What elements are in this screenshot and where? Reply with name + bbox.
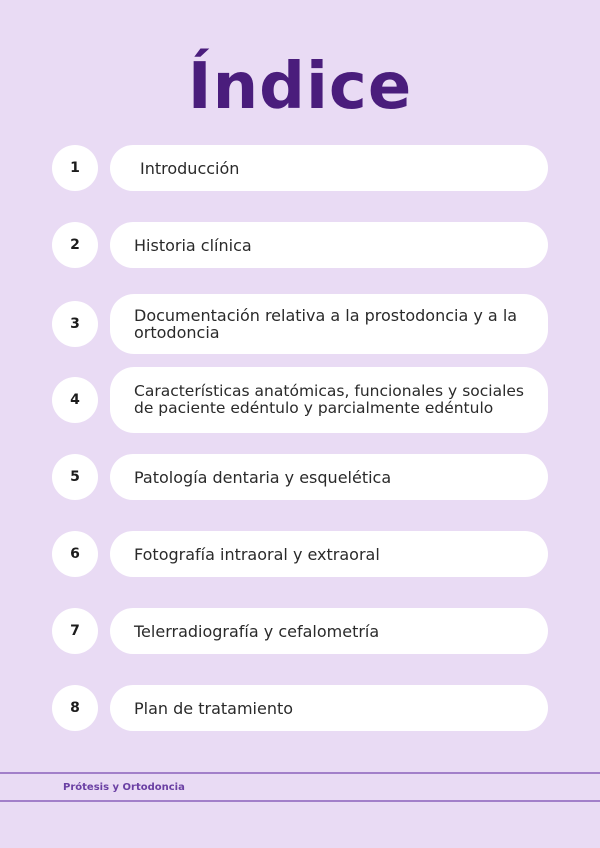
toc-item-6[interactable] (52, 531, 548, 577)
footer-text: Prótesis y Ortodoncia (63, 782, 185, 793)
toc-item-7[interactable] (52, 608, 548, 654)
toc-item-3[interactable] (52, 294, 548, 354)
toc-label-8[interactable]: Plan de tratamiento (110, 685, 548, 731)
toc-number-7: 7 (52, 608, 98, 654)
toc-number-6: 6 (52, 531, 98, 577)
toc-label-2[interactable]: Historia clínica (110, 222, 548, 268)
toc-item-4[interactable] (52, 367, 548, 433)
toc-item-2[interactable] (52, 222, 548, 268)
toc-label-1[interactable]: Introducción (110, 145, 548, 191)
page-title: Índice (187, 50, 413, 124)
toc-item-1[interactable] (52, 145, 548, 191)
toc-number-5: 5 (52, 454, 98, 500)
toc-number-3: 3 (52, 301, 98, 347)
toc-number-8: 8 (52, 685, 98, 731)
toc-number-4: 4 (52, 377, 98, 423)
toc-label-7[interactable]: Telerradiografía y cefalometría (110, 608, 548, 654)
footer-top-divider (0, 772, 600, 774)
toc-number-2: 2 (52, 222, 98, 268)
toc-item-8[interactable] (52, 685, 548, 731)
toc-label-6[interactable]: Fotografía intraoral y extraoral (110, 531, 548, 577)
toc-item-5[interactable] (52, 454, 548, 500)
toc-label-5[interactable]: Patología dentaria y esquelética (110, 454, 548, 500)
toc-label-3[interactable]: Documentación relativa a la prostodoncia y a la ortodoncia (110, 294, 548, 354)
footer-bottom-divider (0, 800, 600, 802)
toc-label-4[interactable]: Características anatómicas, funcionales y sociales de paciente edéntulo y parcialmente edéntulo (110, 367, 548, 433)
toc-number-1: 1 (52, 145, 98, 191)
